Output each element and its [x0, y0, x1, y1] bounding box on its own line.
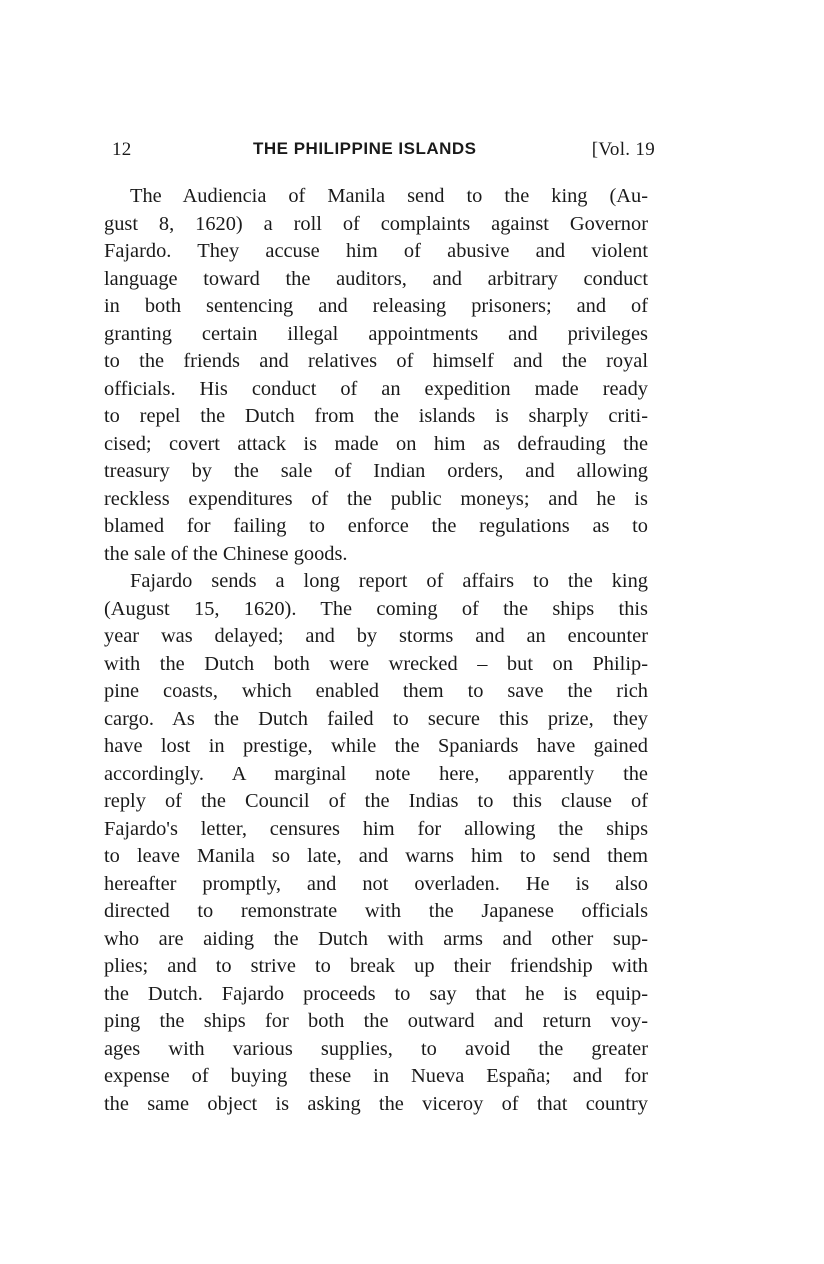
text-line: reckless expenditures of the public moneys; and he is — [104, 487, 648, 510]
text-line: to the friends and relatives of himself and the royal — [104, 350, 648, 372]
text-line: pine coasts, which enabled them to save the rich — [104, 680, 648, 702]
text-line: the sale of the Chinese goods. — [104, 542, 348, 565]
text-line: expense of buying these in Nueva España; and for — [104, 1065, 648, 1087]
text-line: language toward the auditors, and arbitrary conduct — [104, 267, 648, 290]
text-line: hereafter promptly, and not overladen. He is also — [104, 872, 648, 895]
text-line: with the Dutch both were wrecked – but on Philip- — [104, 652, 648, 675]
text-line: ping the ships for both the outward and return voy- — [104, 1010, 648, 1032]
text-line: gust 8, 1620) a roll of complaints against Governor — [104, 212, 648, 235]
body-text — [104, 183, 648, 1118]
text-line: have lost in prestige, while the Spaniards have gained — [104, 735, 648, 757]
text-line: Fajardo sends a long report of affairs to the king — [130, 570, 648, 592]
text-line: accordingly. A marginal note here, apparently the — [104, 762, 648, 785]
text-line: the Dutch. Fajardo proceeds to say that he is equip- — [104, 982, 648, 1005]
text-line: officials. His conduct of an expedition made ready — [104, 377, 648, 400]
text-line: The Audiencia of Manila send to the king (Au- — [130, 185, 648, 207]
text-line: year was delayed; and by storms and an encounter — [104, 625, 648, 647]
paragraph-2 — [104, 568, 648, 1118]
running-title: THE PHILIPPINE ISLANDS — [253, 139, 477, 158]
text-line: who are aiding the Dutch with arms and other sup- — [104, 927, 648, 950]
text-line: to repel the Dutch from the islands is sharply criti- — [104, 405, 648, 427]
text-line: granting certain illegal appointments and privileges — [104, 322, 648, 345]
text-line: Fajardo's letter, censures him for allowing the ships — [104, 817, 648, 840]
text-line: plies; and to strive to break up their friendship with — [104, 955, 648, 977]
text-line: to leave Manila so late, and warns him to send them — [104, 845, 648, 867]
text-line: treasury by the sale of Indian orders, and allowing — [104, 460, 648, 482]
text-line: the same object is asking the viceroy of that country — [104, 1092, 648, 1115]
text-line: cised; covert attack is made on him as defrauding the — [104, 432, 648, 455]
text-line: in both sentencing and releasing prisoners; and of — [104, 295, 648, 317]
page-number: 12 — [112, 139, 132, 160]
volume-label: [Vol. 19 — [591, 139, 655, 160]
text-line: blamed for failing to enforce the regulations as to — [104, 515, 648, 537]
text-line: Fajardo. They accuse him of abusive and violent — [104, 240, 648, 262]
text-line: ages with various supplies, to avoid the greater — [104, 1037, 648, 1060]
text-line: directed to remonstrate with the Japanese officials — [104, 900, 648, 922]
text-line: reply of the Council of the Indias to this clause of — [104, 790, 648, 812]
text-line: (August 15, 1620). The coming of the ships this — [104, 597, 648, 620]
running-head — [108, 139, 655, 169]
paragraph-1 — [104, 183, 648, 568]
text-line: cargo. As the Dutch failed to secure this prize, they — [104, 707, 648, 730]
